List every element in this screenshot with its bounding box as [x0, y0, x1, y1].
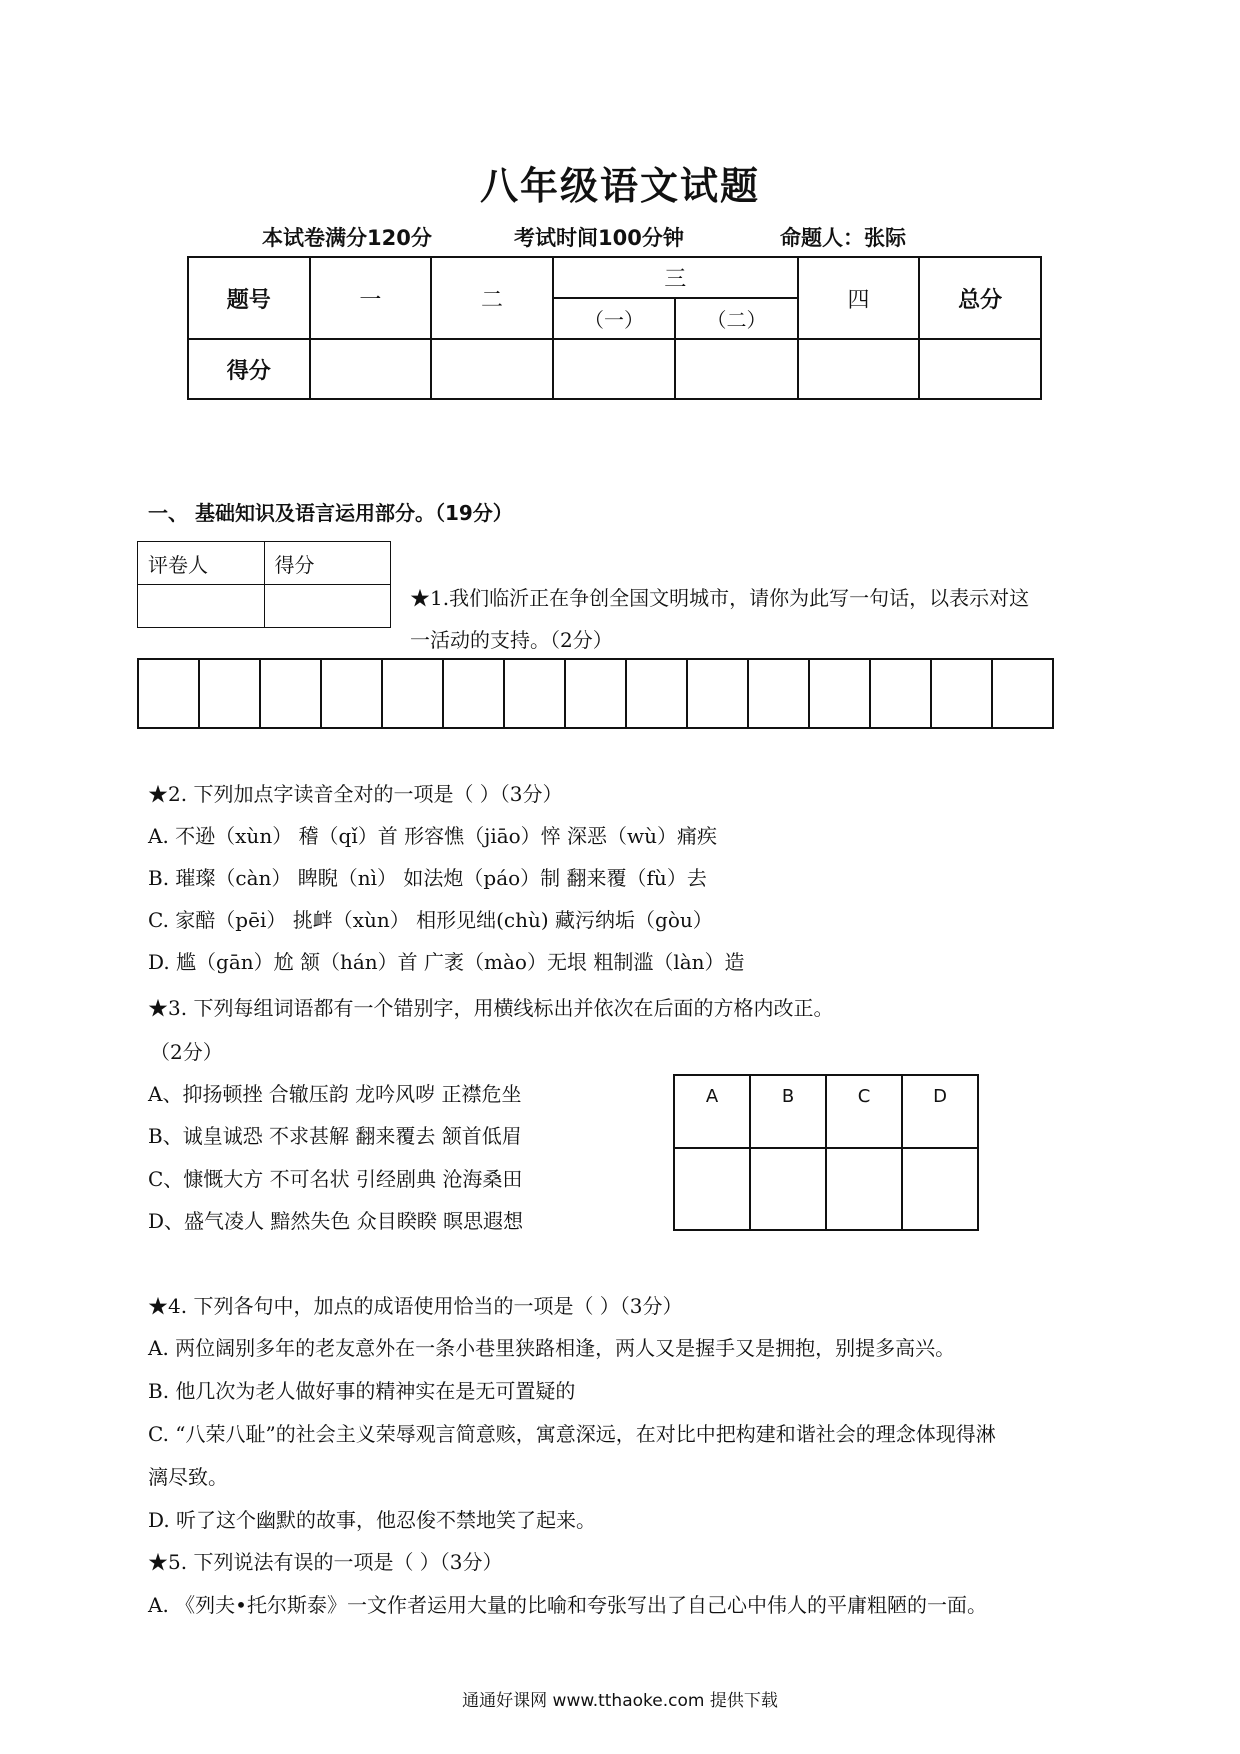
q1-answer-box[interactable]: [808, 658, 871, 729]
q4-option-c-cont: 漓尽致。: [148, 1465, 228, 1489]
grader-score-label: 得分: [264, 542, 391, 585]
q3-stem: ★3. 下列每组词语都有一个错别字，用横线标出并依次在后面的方格内改正。: [148, 996, 834, 1020]
q1-answer-box[interactable]: [259, 658, 322, 729]
q1-line-1: ★1.我们临沂正在争创全国文明城市，请你为此写一句话，以表示对这: [410, 586, 1030, 610]
q3-answer-header-c: C: [826, 1075, 902, 1148]
q1-answer-box[interactable]: [503, 658, 566, 729]
q1-answer-box[interactable]: [930, 658, 993, 729]
q3-answer-cell[interactable]: [750, 1148, 826, 1230]
q3-answer-cell[interactable]: [826, 1148, 902, 1230]
grader-score-cell[interactable]: [264, 585, 391, 628]
q3-answer-cell[interactable]: [674, 1148, 750, 1230]
exam-author-info: 命题人：张际: [780, 226, 906, 250]
q5-option-a: A. 《列夫•托尔斯泰》一文作者运用大量的比喻和夸张写出了自己心中伟人的平庸粗陋的一面。: [148, 1593, 987, 1617]
q1-answer-box[interactable]: [564, 658, 627, 729]
q3-option-b: B、诚皇诚恐 不求甚解 翻来覆去 颔首低眉: [148, 1124, 522, 1148]
q3-points: （2分）: [150, 1040, 223, 1064]
score-table-col-2: 二: [431, 257, 553, 339]
score-table-col-3: 三: [553, 257, 798, 298]
grader-label: 评卷人: [138, 542, 265, 585]
q2-option-b: B. 璀璨（càn） 睥睨（nì） 如法炮（páo）制 翻来覆（fù）去: [148, 866, 707, 890]
score-table-col-total: 总分: [919, 257, 1041, 339]
exam-title: 八年级语文试题: [479, 164, 760, 208]
score-cell[interactable]: [431, 339, 553, 399]
q3-answer-header-d: D: [902, 1075, 978, 1148]
score-table-col-1: 一: [310, 257, 432, 339]
q3-option-d: D、盛气凌人 黯然失色 众目睽睽 暝思遐想: [148, 1209, 524, 1233]
q3-answer-header-a: A: [674, 1075, 750, 1148]
footer-source: 通通好课网 www.tthaoke.com 提供下载: [462, 1691, 778, 1711]
q1-answer-box[interactable]: [686, 658, 749, 729]
q4-option-c: C. “八荣八耻”的社会主义荣辱观言简意赅，寓意深远，在对比中把构建和谐社会的理念体现得淋: [148, 1422, 996, 1446]
q2-option-d: D. 尴（gān）尬 颔（hán）首 广袤（mào）无垠 粗制滥（làn）造: [148, 950, 745, 974]
q4-option-d: D. 听了这个幽默的故事，他忍俊不禁地笑了起来。: [148, 1508, 597, 1532]
score-table-subcol-2: （二）: [675, 298, 798, 339]
q4-option-a: A. 两位阔别多年的老友意外在一条小巷里狭路相逢，两人又是握手又是拥抱，别提多高兴。: [148, 1336, 956, 1360]
q1-answer-box[interactable]: [991, 658, 1054, 729]
q1-answer-box[interactable]: [442, 658, 505, 729]
score-cell[interactable]: [675, 339, 798, 399]
q2-option-c: C. 家醅（pēi） 挑衅（xùn） 相形见绌(chù) 藏污纳垢（gòu）: [148, 908, 713, 932]
score-cell[interactable]: [919, 339, 1041, 399]
score-table-col-4: 四: [798, 257, 920, 339]
q1-answer-box[interactable]: [869, 658, 932, 729]
score-table: [187, 256, 1042, 400]
q3-answer-cell[interactable]: [902, 1148, 978, 1230]
exam-time-info: 考试时间100分钟: [514, 226, 684, 250]
score-table-subcol-1: （一）: [553, 298, 676, 339]
q3-option-c: C、慷慨大方 不可名状 引经剧典 沧海桑田: [148, 1167, 523, 1191]
score-table-row-header: 得分: [188, 339, 310, 399]
q3-answer-header-b: B: [750, 1075, 826, 1148]
score-cell[interactable]: [798, 339, 920, 399]
q1-answer-box[interactable]: [625, 658, 688, 729]
section-1-heading: 一、 基础知识及语言运用部分。（19分）: [148, 501, 513, 525]
q2-option-a: A. 不逊（xùn） 稽（qǐ）首 形容憔（jiāo）悴 深恶（wù）痛疾: [148, 824, 718, 848]
q5-stem: ★5. 下列说法有误的一项是（ ）（3分）: [148, 1550, 503, 1574]
q4-option-b: B. 他几次为老人做好事的精神实在是无可置疑的: [148, 1379, 576, 1403]
grader-box: [137, 541, 391, 628]
score-cell[interactable]: [553, 339, 676, 399]
q1-answer-box[interactable]: [198, 658, 261, 729]
q1-answer-grid: [137, 658, 1054, 729]
q1-line-2: 一活动的支持。（2分）: [410, 628, 613, 652]
q1-answer-box[interactable]: [137, 658, 200, 729]
full-score-info: 本试卷满分120分: [262, 226, 432, 250]
q3-option-a: A、抑扬顿挫 合辙压韵 龙吟风哕 正襟危坐: [148, 1082, 522, 1106]
score-table-col-header: 题号: [188, 257, 310, 339]
q1-answer-box[interactable]: [747, 658, 810, 729]
score-cell[interactable]: [310, 339, 432, 399]
q3-answer-table: [673, 1074, 979, 1231]
q1-answer-box[interactable]: [381, 658, 444, 729]
q4-stem: ★4. 下列各句中，加点的成语使用恰当的一项是（ ）（3分）: [148, 1294, 683, 1318]
grader-name-cell[interactable]: [138, 585, 265, 628]
q2-stem: ★2. 下列加点字读音全对的一项是（ ）（3分）: [148, 782, 563, 806]
q1-answer-box[interactable]: [320, 658, 383, 729]
